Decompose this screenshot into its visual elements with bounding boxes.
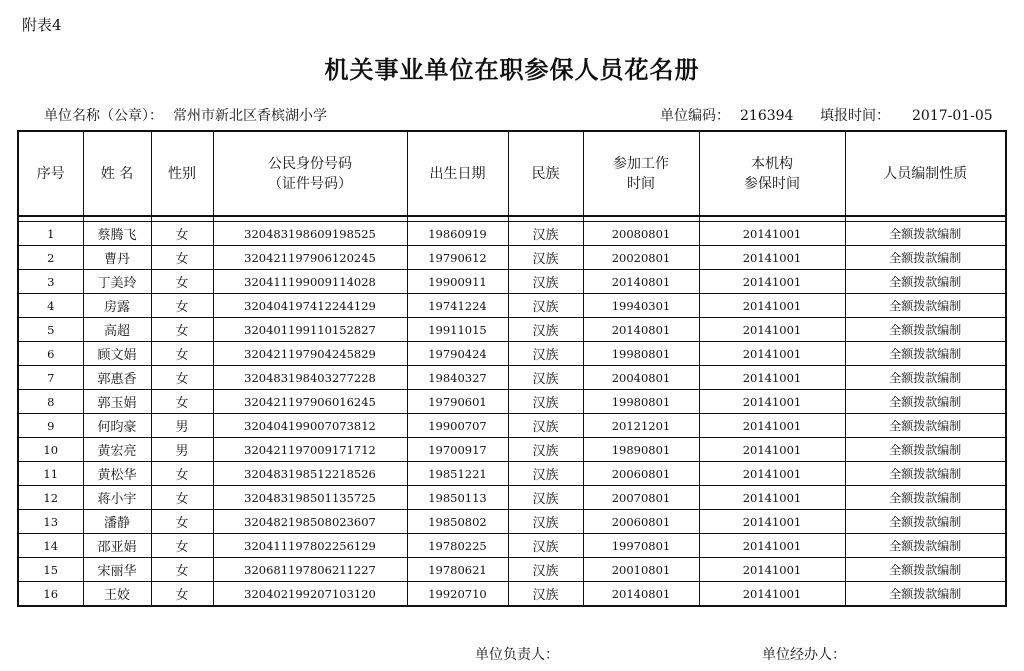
cell-birth-date: 19920710 (407, 582, 508, 607)
cell-ethnicity: 汉族 (508, 270, 583, 294)
cell-ethnicity: 汉族 (508, 222, 583, 246)
header-name (83, 131, 151, 216)
cell-staffing-nature: 全额拨款编制 (845, 534, 1006, 558)
cell-work-start: 19980801 (583, 390, 699, 414)
table-row (18, 414, 1006, 438)
cell-staffing-nature: 全额拨款编制 (845, 222, 1006, 246)
cell-staffing-nature: 全额拨款编制 (845, 342, 1006, 366)
cell-ethnicity: 汉族 (508, 246, 583, 270)
table-row (18, 462, 1006, 486)
unit-code-field (660, 105, 793, 125)
cell-birth-date: 19911015 (407, 318, 508, 342)
cell-staffing-nature: 全额拨款编制 (845, 438, 1006, 462)
unit-name-field (44, 105, 327, 125)
table-row (18, 390, 1006, 414)
cell-work-start: 19890801 (583, 438, 699, 462)
cell-name: 黄宏亮 (83, 438, 151, 462)
cell-work-start: 20121201 (583, 414, 699, 438)
cell-enroll-time: 20141001 (699, 270, 845, 294)
cell-seq: 12 (18, 486, 83, 510)
cell-id-number: 320483198512218526 (213, 462, 407, 486)
cell-staffing-nature: 全额拨款编制 (845, 294, 1006, 318)
header-text: 序号 (36, 165, 65, 182)
cell-birth-date: 19790424 (407, 342, 508, 366)
header-id-number (213, 131, 407, 216)
table-row (18, 222, 1006, 246)
cell-birth-date: 19850802 (407, 510, 508, 534)
cell-seq: 16 (18, 582, 83, 607)
cell-enroll-time: 20141001 (699, 582, 845, 607)
fill-time-field (820, 105, 993, 125)
header-text: （证件号码） (268, 175, 352, 192)
cell-ethnicity: 汉族 (508, 294, 583, 318)
cell-birth-date: 19790601 (407, 390, 508, 414)
cell-staffing-nature: 全额拨款编制 (845, 390, 1006, 414)
header-text: 民族 (531, 165, 560, 182)
cell-enroll-time: 20141001 (699, 486, 845, 510)
cell-name: 潘静 (83, 510, 151, 534)
cell-work-start: 20070801 (583, 486, 699, 510)
header-text: 出生日期 (429, 165, 486, 182)
cell-enroll-time: 20141001 (699, 294, 845, 318)
cell-name: 房露 (83, 294, 151, 318)
cell-sex: 女 (151, 342, 213, 366)
cell-work-start: 20060801 (583, 510, 699, 534)
unit-code-label: 单位编码： (660, 108, 730, 124)
cell-id-number: 320421197906120245 (213, 246, 407, 270)
cell-ethnicity: 汉族 (508, 390, 583, 414)
cell-staffing-nature: 全额拨款编制 (845, 582, 1006, 607)
cell-id-number: 320404197412244129 (213, 294, 407, 318)
cell-enroll-time: 20141001 (699, 390, 845, 414)
unit-responsible-label: 单位负责人： (475, 647, 559, 663)
cell-id-number: 320421197904245829 (213, 342, 407, 366)
cell-id-number: 320483198609198525 (213, 222, 407, 246)
cell-enroll-time: 20141001 (699, 438, 845, 462)
cell-birth-date: 19780225 (407, 534, 508, 558)
cell-sex: 女 (151, 366, 213, 390)
header-text: 时间 (627, 175, 655, 192)
cell-work-start: 20140801 (583, 270, 699, 294)
cell-staffing-nature: 全额拨款编制 (845, 366, 1006, 390)
header-enroll-time (699, 131, 845, 216)
header-text: 性别 (168, 165, 196, 182)
cell-work-start: 19980801 (583, 342, 699, 366)
table-row (18, 318, 1006, 342)
page-title: 机关事业单位在职参保人员花名册 (324, 55, 700, 84)
header-work-start (583, 131, 699, 216)
table-row (18, 534, 1006, 558)
cell-sex: 女 (151, 222, 213, 246)
cell-name: 曹丹 (83, 246, 151, 270)
cell-enroll-time: 20141001 (699, 414, 845, 438)
table-row (18, 270, 1006, 294)
cell-work-start: 19970801 (583, 534, 699, 558)
header-seq (18, 131, 83, 216)
table-row (18, 558, 1006, 582)
cell-sex: 女 (151, 486, 213, 510)
appendix-label: 附表4 (22, 16, 62, 34)
unit-name-value: 常州市新北区香槟湖小学 (173, 108, 327, 124)
cell-sex: 女 (151, 246, 213, 270)
header-ethnicity (508, 131, 583, 216)
cell-seq: 10 (18, 438, 83, 462)
cell-ethnicity: 汉族 (508, 414, 583, 438)
unit-name-label: 单位名称（公章）： (44, 108, 163, 124)
cell-id-number: 320402199207103120 (213, 582, 407, 607)
cell-seq: 2 (18, 246, 83, 270)
table-row (18, 294, 1006, 318)
table-row (18, 246, 1006, 270)
cell-birth-date: 19741224 (407, 294, 508, 318)
table-row (18, 366, 1006, 390)
cell-ethnicity: 汉族 (508, 366, 583, 390)
cell-seq: 8 (18, 390, 83, 414)
header-text: 人员编制性质 (883, 165, 968, 182)
cell-name: 王姣 (83, 582, 151, 607)
cell-name: 蔡腾飞 (83, 222, 151, 246)
cell-name: 郭惠香 (83, 366, 151, 390)
cell-staffing-nature: 全额拨款编制 (845, 318, 1006, 342)
cell-id-number: 320421197906016245 (213, 390, 407, 414)
cell-work-start: 20060801 (583, 462, 699, 486)
cell-sex: 女 (151, 270, 213, 294)
cell-seq: 5 (18, 318, 83, 342)
cell-id-number: 320421197009171712 (213, 438, 407, 462)
cell-staffing-nature: 全额拨款编制 (845, 270, 1006, 294)
cell-enroll-time: 20141001 (699, 510, 845, 534)
fill-time-value: 2017-01-05 (912, 108, 993, 124)
table-header-row (18, 131, 1006, 216)
cell-sex: 女 (151, 558, 213, 582)
cell-seq: 11 (18, 462, 83, 486)
cell-staffing-nature: 全额拨款编制 (845, 462, 1006, 486)
cell-birth-date: 19700917 (407, 438, 508, 462)
unit-code-value: 216394 (740, 108, 794, 124)
cell-seq: 3 (18, 270, 83, 294)
fill-time-label: 填报时间： (820, 108, 890, 124)
cell-birth-date: 19900911 (407, 270, 508, 294)
header-text: 本机构 (751, 155, 793, 172)
cell-sex: 男 (151, 414, 213, 438)
table-row (18, 510, 1006, 534)
cell-birth-date: 19850113 (407, 486, 508, 510)
cell-id-number: 320482198508023607 (213, 510, 407, 534)
cell-work-start: 20020801 (583, 246, 699, 270)
header-text: 姓 名 (100, 165, 134, 182)
cell-ethnicity: 汉族 (508, 462, 583, 486)
roster-table (17, 130, 1007, 607)
cell-enroll-time: 20141001 (699, 534, 845, 558)
cell-ethnicity: 汉族 (508, 510, 583, 534)
table-body (18, 216, 1006, 606)
cell-id-number: 320401199110152827 (213, 318, 407, 342)
cell-work-start: 20140801 (583, 582, 699, 607)
cell-enroll-time: 20141001 (699, 558, 845, 582)
table-row (18, 438, 1006, 462)
cell-sex: 男 (151, 438, 213, 462)
cell-staffing-nature: 全额拨款编制 (845, 486, 1006, 510)
table-row (18, 582, 1006, 607)
cell-sex: 女 (151, 318, 213, 342)
cell-sex: 女 (151, 534, 213, 558)
cell-work-start: 20140801 (583, 318, 699, 342)
cell-id-number: 320483198501135725 (213, 486, 407, 510)
table-row (18, 486, 1006, 510)
cell-ethnicity: 汉族 (508, 486, 583, 510)
cell-seq: 13 (18, 510, 83, 534)
cell-work-start: 20040801 (583, 366, 699, 390)
cell-sex: 女 (151, 390, 213, 414)
cell-seq: 1 (18, 222, 83, 246)
cell-ethnicity: 汉族 (508, 558, 583, 582)
cell-ethnicity: 汉族 (508, 582, 583, 607)
cell-name: 顾文娟 (83, 342, 151, 366)
header-birth-date (407, 131, 508, 216)
header-sex (151, 131, 213, 216)
cell-staffing-nature: 全额拨款编制 (845, 558, 1006, 582)
cell-sex: 女 (151, 582, 213, 607)
cell-name: 丁美玲 (83, 270, 151, 294)
cell-name: 何昀豪 (83, 414, 151, 438)
cell-sex: 女 (151, 294, 213, 318)
cell-seq: 6 (18, 342, 83, 366)
cell-enroll-time: 20141001 (699, 342, 845, 366)
unit-handler-label: 单位经办人： (762, 647, 846, 663)
cell-work-start: 20080801 (583, 222, 699, 246)
cell-id-number: 320411197802256129 (213, 534, 407, 558)
cell-name: 蒋小宇 (83, 486, 151, 510)
cell-enroll-time: 20141001 (699, 366, 845, 390)
header-text: 公民身份号码 (268, 155, 352, 172)
cell-seq: 7 (18, 366, 83, 390)
cell-name: 高超 (83, 318, 151, 342)
cell-id-number: 320411199009114028 (213, 270, 407, 294)
cell-birth-date: 19860919 (407, 222, 508, 246)
cell-birth-date: 19900707 (407, 414, 508, 438)
cell-sex: 女 (151, 510, 213, 534)
cell-staffing-nature: 全额拨款编制 (845, 246, 1006, 270)
cell-seq: 15 (18, 558, 83, 582)
cell-seq: 14 (18, 534, 83, 558)
cell-name: 宋丽华 (83, 558, 151, 582)
cell-name: 郭玉娟 (83, 390, 151, 414)
cell-ethnicity: 汉族 (508, 534, 583, 558)
header-text: 参加工作 (613, 155, 669, 172)
cell-work-start: 20010801 (583, 558, 699, 582)
cell-id-number: 320483198403277228 (213, 366, 407, 390)
cell-seq: 9 (18, 414, 83, 438)
table-row (18, 342, 1006, 366)
cell-ethnicity: 汉族 (508, 318, 583, 342)
cell-id-number: 320681197806211227 (213, 558, 407, 582)
cell-ethnicity: 汉族 (508, 342, 583, 366)
cell-ethnicity: 汉族 (508, 438, 583, 462)
cell-name: 邵亚娟 (83, 534, 151, 558)
cell-birth-date: 19840327 (407, 366, 508, 390)
header-text: 参保时间 (744, 175, 800, 192)
cell-birth-date: 19790612 (407, 246, 508, 270)
cell-id-number: 320404199007073812 (213, 414, 407, 438)
cell-staffing-nature: 全额拨款编制 (845, 414, 1006, 438)
cell-birth-date: 19780621 (407, 558, 508, 582)
cell-enroll-time: 20141001 (699, 246, 845, 270)
cell-enroll-time: 20141001 (699, 462, 845, 486)
cell-name: 黄松华 (83, 462, 151, 486)
cell-work-start: 19940301 (583, 294, 699, 318)
cell-enroll-time: 20141001 (699, 318, 845, 342)
cell-seq: 4 (18, 294, 83, 318)
cell-enroll-time: 20141001 (699, 222, 845, 246)
cell-sex: 女 (151, 462, 213, 486)
cell-birth-date: 19851221 (407, 462, 508, 486)
cell-staffing-nature: 全额拨款编制 (845, 510, 1006, 534)
header-staffing-nature (845, 131, 1006, 216)
